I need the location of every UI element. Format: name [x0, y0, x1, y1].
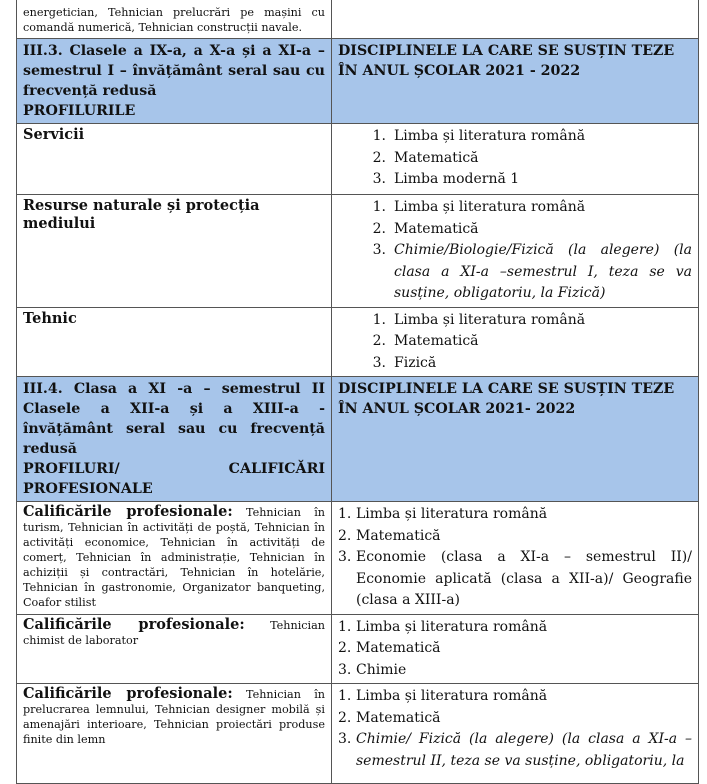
discipline-list: [338, 126, 692, 191]
discipline-list: [338, 197, 692, 305]
table-row: [17, 684, 699, 784]
section-subtitle: PROFILURI/ CALIFICĂRI PROFESIONALE: [23, 461, 325, 497]
discipline-cell: [332, 195, 699, 308]
list-item: 3. Chimie: [338, 661, 407, 678]
qualification-detail: Tehnician în prelucrarea lemnului, Tehnician designer mobilă și amenajări interioare, Tehnician proiectări produse finite din lemn: [23, 688, 326, 746]
discipline-cell: [332, 684, 699, 784]
section-title: III.3. Clasele a IX-a, a X-a și a XI-a – semestrul I – învățământ seral sau cu frecvență redusă: [23, 43, 325, 99]
section-header-row: [17, 39, 699, 124]
section-header-row: [17, 377, 699, 502]
discipline-list: [338, 504, 692, 612]
profile-name: Tehnic: [17, 307, 332, 377]
list-item: 3. Chimie/ Fizică (la alegere) (la clasa a XI-a – semestrul II, teza se va susține, obligatoriu, la: [338, 731, 692, 769]
table-row: [17, 502, 699, 615]
list-item: 2. Matematică: [338, 527, 441, 544]
list-item: 2. Matematică: [372, 149, 479, 166]
discipline-cell: [332, 614, 699, 684]
qualification-label: Calificările profesionale:: [23, 685, 233, 702]
list-item: 3. Chimie/Biologie/Fizică (la alegere) (la clasa a XI-a –semestrul I, teza se va susține, obligatoriu, la Fizică): [372, 242, 692, 301]
section-header-right: DISCIPLINELE LA CARE SE SUSȚIN TEZE ÎN ANUL ȘCOLAR 2021 - 2022: [332, 39, 699, 124]
qualification-label: Calificările profesionale:: [23, 503, 233, 520]
qualification-cell: [17, 684, 332, 784]
list-item: 1. Limba și literatura română: [372, 199, 586, 215]
list-item: 2. Matematică: [338, 640, 441, 656]
list-item: 2. Matematică: [372, 220, 479, 237]
qualifications-continuation: energetician, Tehnician prelucrări pe mașini cu comandă numerică, Tehnician construcții navale.: [17, 0, 332, 39]
section-header-right: DISCIPLINELE LA CARE SE SUSȚIN TEZE ÎN ANUL ȘCOLAR 2021- 2022: [332, 377, 699, 502]
table-row: [17, 614, 699, 684]
discipline-cell: [332, 502, 699, 615]
qualification-label: Calificările profesionale:: [23, 615, 245, 633]
section-header-left: [17, 377, 332, 502]
list-item: 1. Limba și literatura română: [372, 128, 586, 144]
discipline-list: [338, 617, 692, 682]
discipline-cell: [332, 307, 699, 377]
profile-name: Resurse naturale și protecția mediului: [17, 195, 332, 308]
list-item: 3. Limba modernă 1: [372, 171, 520, 187]
list-item: 1. Limba și literatura română: [338, 688, 548, 704]
list-item: 1. Limba și literatura română: [338, 618, 548, 635]
table-row: [17, 195, 699, 308]
list-item: 3. Fizică: [372, 354, 437, 371]
profile-name: Servicii: [17, 124, 332, 195]
discipline-cell: [332, 124, 699, 195]
list-item: 3. Economie (clasa a XI-a – semestrul II)/ Economie aplicată (clasa a XII-a)/ Geografie (clasa a XIII-a): [338, 549, 692, 608]
section-header-left: [17, 39, 332, 124]
list-item: 2. Matematică: [372, 333, 479, 349]
list-item: 1. Limba și literatura română: [338, 506, 548, 522]
qualification-cell: [17, 614, 332, 684]
section-title: III.4. Clasa a XI -a – semestrul II Clasele a XII-a și a XIII-a - învățământ seral sau cu frecvență redusă: [23, 381, 325, 457]
qualification-cell: [17, 502, 332, 615]
list-item: 1. Limba și literatura română: [372, 311, 586, 328]
discipline-list: [338, 310, 692, 375]
list-item: 2. Matematică: [338, 709, 441, 726]
qualification-detail: Tehnician în turism, Tehnician în activități de poștă, Tehnician în activități economice, Tehnician în activități de comerț, Tehnician în administrație, Tehnician în achiziții și contractări, Tehnician în hotelărie, Tehnician în gastronomie, Organizator banqueting, Coafor stilist: [23, 506, 326, 609]
exam-disciplines-table: [16, 0, 699, 784]
qualification-detail: Tehnician chimist de laborator: [23, 618, 325, 647]
table-row: [17, 0, 699, 39]
table-row: [17, 124, 699, 195]
discipline-list: [338, 686, 692, 772]
section-subtitle: PROFILURILE: [23, 103, 136, 119]
empty-cell: [332, 0, 699, 39]
table-row: [17, 307, 699, 377]
